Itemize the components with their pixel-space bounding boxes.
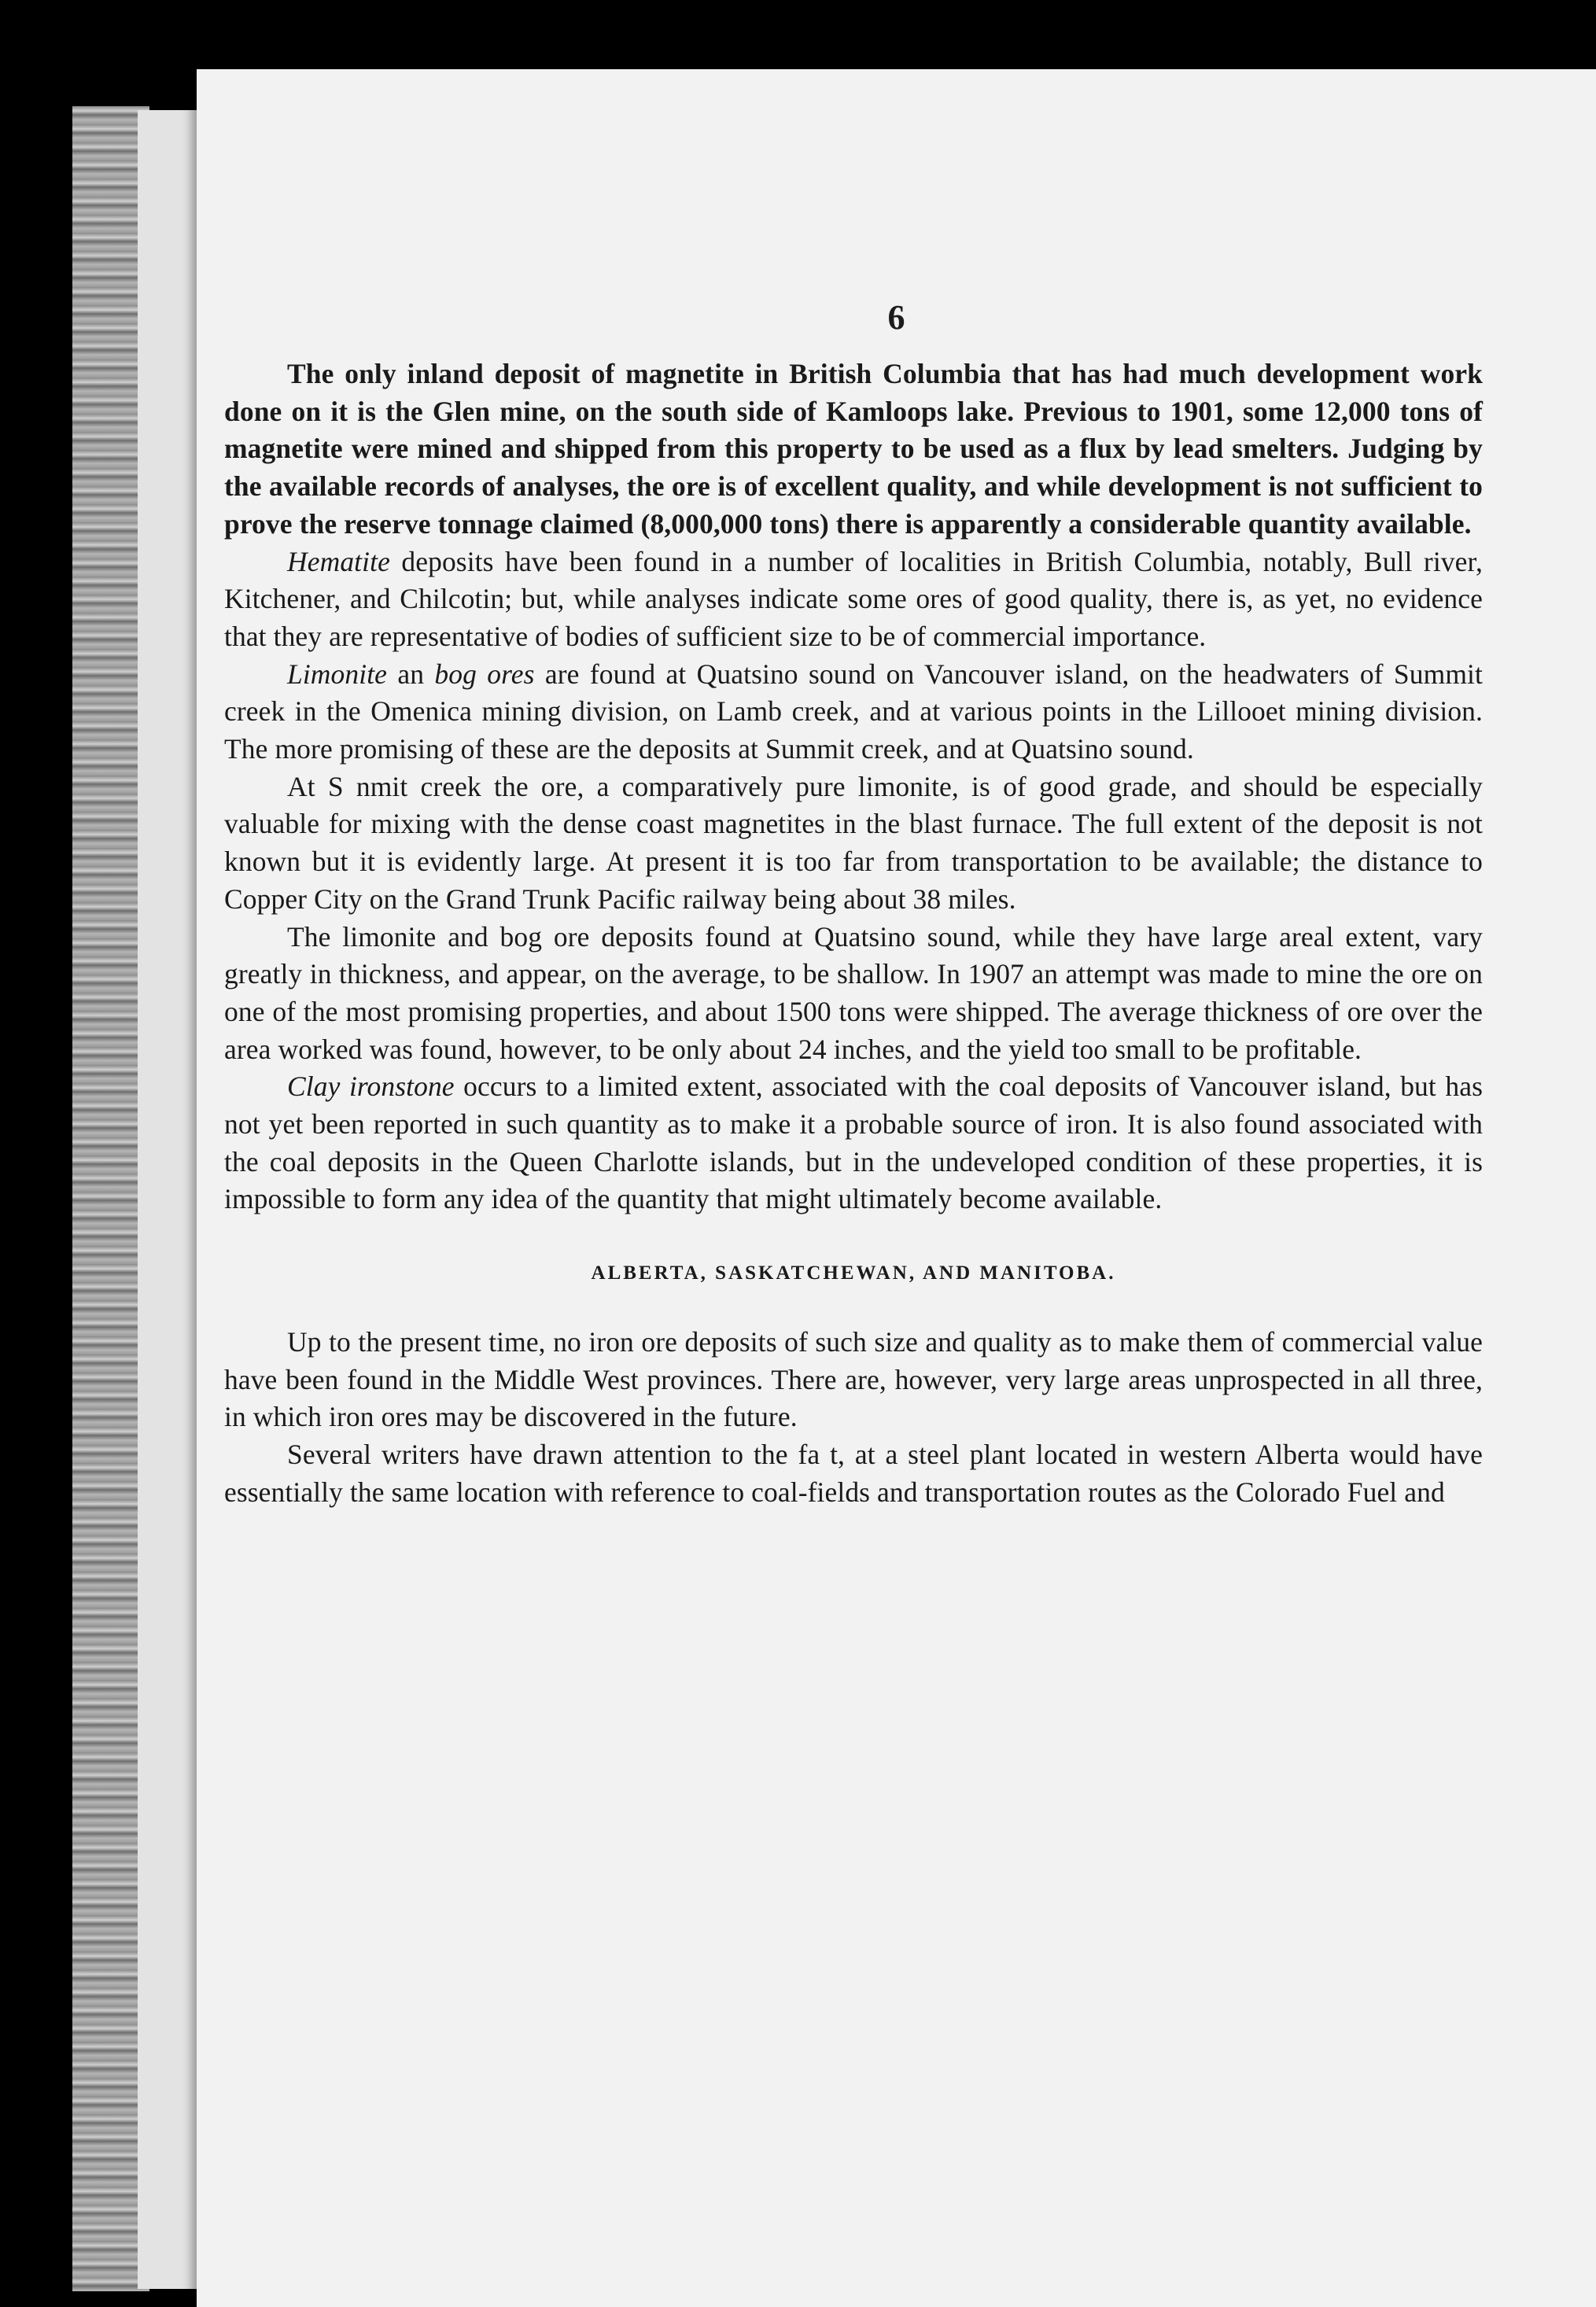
section-heading: ALBERTA, SASKATCHEWAN, AND MANITOBA. [591, 1262, 1116, 1284]
paragraph-connector: an [387, 658, 425, 690]
paragraph-text: At S nmit creek the ore, a comparatively pure limonite, is of good grade, and should be especially valuable for mixing with the dense coast magnetites in the blast furnace. The full extent of the deposit is not known but it is evidently large. At present it is too far from transportation to be available; the distance to Copper City on the Grand Trunk Pacific railway being about 38 miles. [224, 770, 1483, 915]
paragraph-text: deposits have been found in a number of localities in British Columbia, notably, Bull river, Kitchener, and Chilcotin; but, while analyses indicate some ores of good quality, there is, as yet, no evidence that they are representative of bodies of sufficient size to be of commercial importance. [224, 545, 1483, 652]
page-number: 6 [887, 298, 905, 337]
body-text [224, 356, 1483, 1511]
paragraph-text: The only inland deposit of magnetite in British Columbia that has had much development work done on it is the Glen mine, on the south side of Kamloops lake. Previous to 1901, some 12,000 tons of magnetite were mined and shipped from this property to be used as a flux by lead smelters. Judging by the available records of analyses, the ore is of excellent quality, and while development is not sufficient to prove the reserve tonnage claimed (8,000,000 tons) there is apparently a considerable quantity available. [224, 358, 1483, 540]
term-clay-ironstone: Clay ironstone [287, 1071, 455, 1103]
paragraph-summit-creek [224, 768, 1483, 919]
term-bog-ores: bog ores [424, 658, 535, 690]
paragraph-hematite [224, 544, 1483, 656]
paragraph-clay-ironstone [224, 1068, 1483, 1218]
paragraph-glen-mine [224, 356, 1483, 544]
paragraph-text: Several writers have drawn attention to the fa t, at a steel plant located in western Alberta would have essentially the same location with reference to coal-fields and transportation routes as the Colorado Fuel and [224, 1438, 1483, 1508]
paragraph-text: The limonite and bog ore deposits found at Quatsino sound, while they have large areal extent, vary greatly in thickness, and appear, on the average, to be shallow. In 1907 an attempt was made to mine the ore on one of the most promising properties, and about 1500 tons were shipped. The average thickness of ore over the area worked was found, however, to be only about 24 inches, and the yield too small to be profitable. [224, 920, 1483, 1065]
paragraph-middle-west [224, 1324, 1483, 1436]
paragraph-text: occurs to a limited extent, associated with the coal deposits of Vancouver island, but has not yet been reported in such quantity as to make it a probable source of iron. It is also found associated with the coal deposits in the Queen Charlotte islands, but in the undeveloped condition of these properties, it is impossible to form any idea of the quantity that might ultimately become available. [224, 1071, 1483, 1215]
paragraph-text: are found at Quatsino sound on Vancouver island, on the headwaters of Summit creek in the Omenica mining division, on Lamb creek, and at various points in the Lillooet mining division. The more promising of these are the deposits at Summit creek, and at Quatsino sound. [224, 658, 1483, 765]
term-hematite: Hematite [287, 545, 390, 577]
paragraph-limonite [224, 656, 1483, 768]
paragraph-text: Up to the present time, no iron ore deposits of such size and quality as to make them of commercial value have been found in the Middle West provinces. There are, however, very large areas unprospected in all three, in which iron ores may be discovered in the future. [224, 1325, 1483, 1433]
paragraph-quatsino [224, 919, 1483, 1069]
term-limonite: Limonite [287, 658, 388, 690]
paragraph-steel-plant [224, 1436, 1483, 1511]
